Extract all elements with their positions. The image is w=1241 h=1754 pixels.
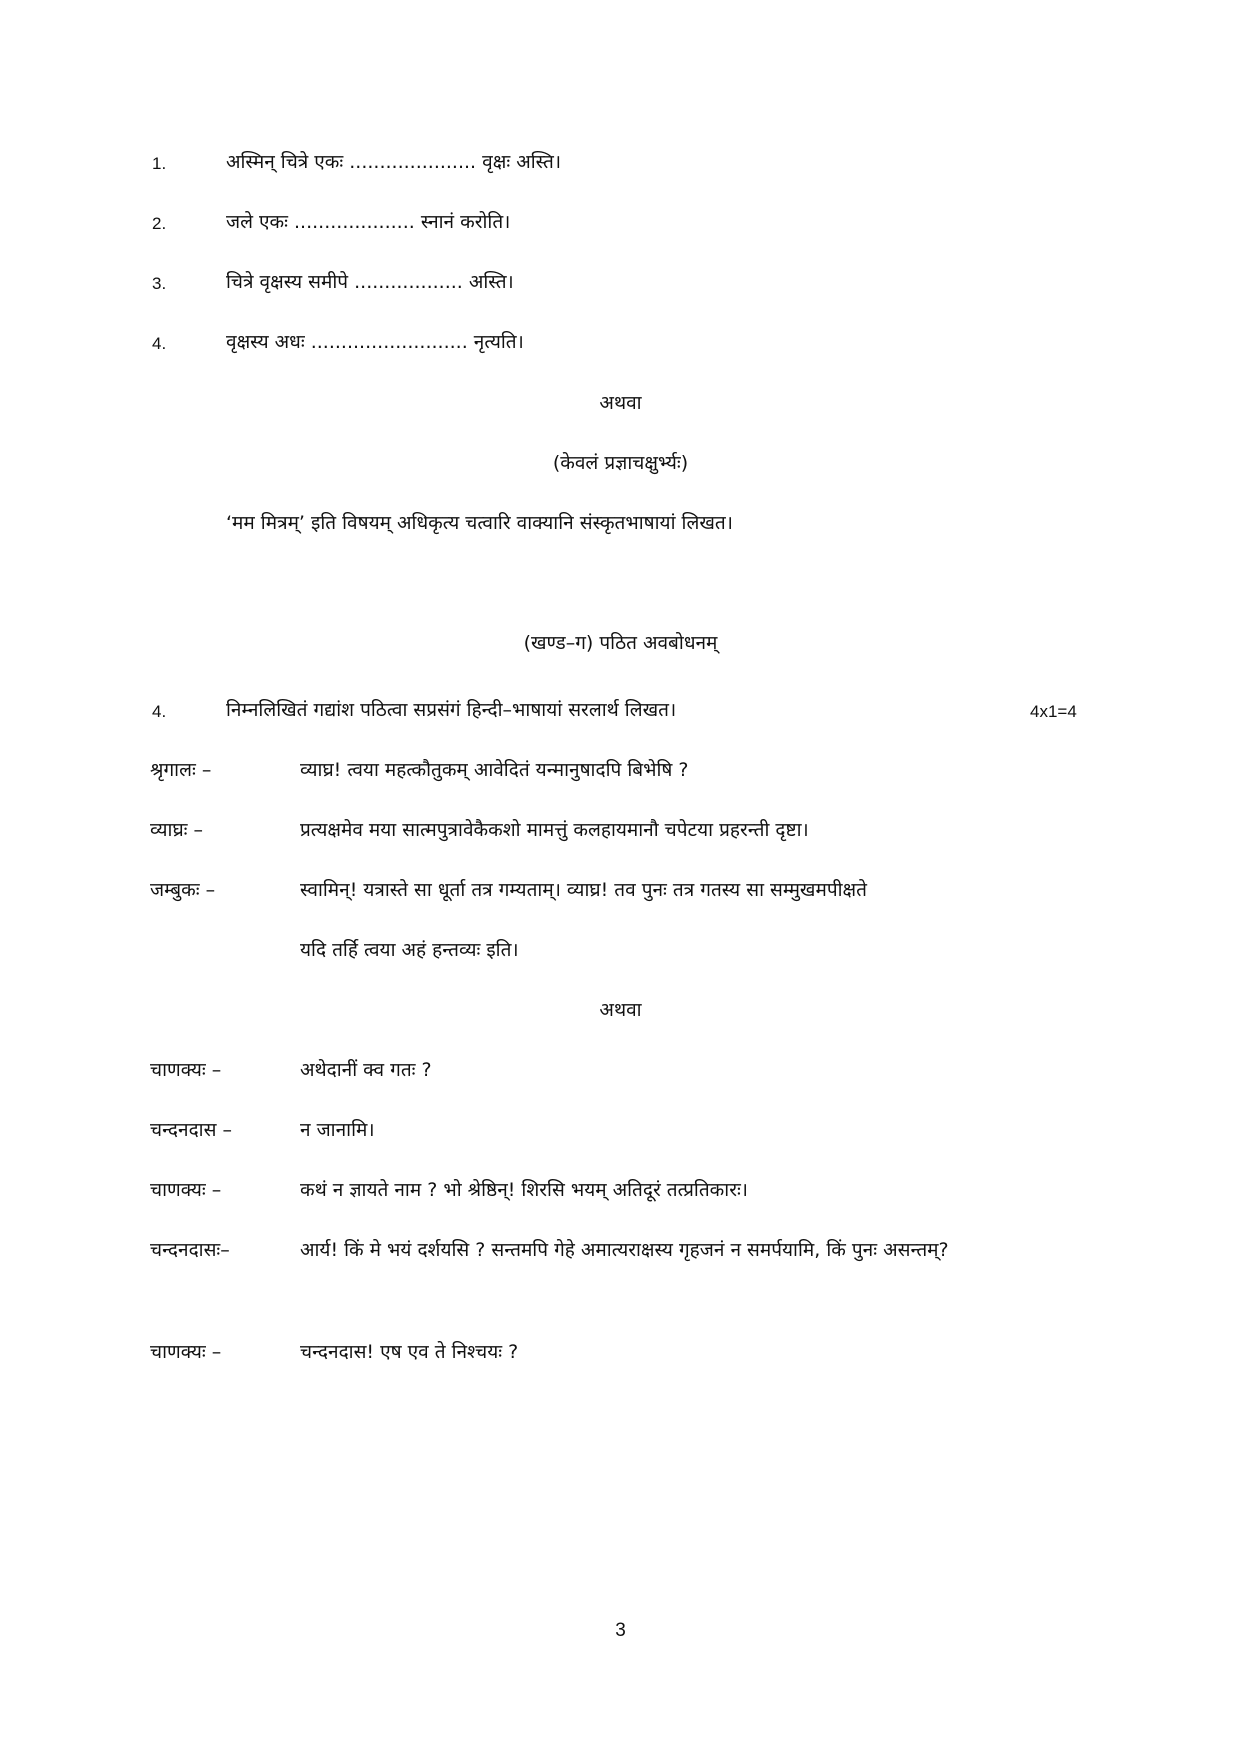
dialogue-text: कथं न ज्ञायते नाम ? भो श्रेष्ठिन्! शिरसि भयम् अतिदूरं तत्प्रतिकारः। <box>300 1179 749 1201</box>
dialogue-text: व्याघ्र! त्वया महत्कौतुकम् आवेदितं यन्मानुषादपि बिभेषि ? <box>300 759 689 781</box>
speaker-name: चाणक्यः – <box>150 1059 222 1081</box>
speaker-name: जम्बुकः – <box>150 879 216 901</box>
section-title: (खण्ड–ग) पठित अवबोधनम् <box>523 632 718 654</box>
speaker-name: श्रृगालः – <box>150 759 212 781</box>
dialogue-text: अथेदानीं क्व गतः ? <box>300 1059 432 1081</box>
item-number: 2. <box>152 214 167 233</box>
item-number: 1. <box>152 154 167 173</box>
dialogue-text: न जानामि। <box>300 1119 375 1141</box>
dialogue-text: चन्दनदास! एष एव ते निश्चयः ? <box>300 1341 519 1363</box>
page-number: 3 <box>615 1620 626 1641</box>
dialogue-text: प्रत्यक्षमेव मया सात्मपुत्रावेकैकशो मामत्तुं कलहायमानौ चपेटया प्रहरन्ती दृष्टा। <box>300 819 809 841</box>
speaker-name: व्याघ्रः – <box>150 819 204 841</box>
or-label: अथवा <box>599 999 642 1021</box>
marks-label: 4x1=4 <box>1030 702 1077 721</box>
item-text: अस्मिन् चित्रे एकः ..................... वृक्षः अस्ति। <box>226 151 562 173</box>
or-label: अथवा <box>599 392 642 414</box>
speaker-name: चन्दनदास – <box>150 1119 232 1141</box>
blind-candidates-note: (केवलं प्रज्ञाचक्षुर्भ्यः) <box>552 452 689 474</box>
dialogue-text: स्वामिन्! यत्रास्ते सा धूर्ता तत्र गम्यताम्। व्याघ्र! तव पुनः तत्र गतस्य सा सम्मुखमपीक्षते <box>300 879 868 901</box>
item-text: जले एकः .................... स्नानं करोति। <box>226 211 511 233</box>
dialogue-text-continued: यदि तर्हि त्वया अहं हन्तव्यः इति। <box>300 939 519 961</box>
question-text: निम्नलिखितं गद्यांश पठित्वा सप्रसंगं हिन्दी–भाषायां सरलार्थ लिखत। <box>226 699 677 721</box>
item-number: 3. <box>152 274 167 293</box>
dialogue-text: आर्य! किं मे भयं दर्शयसि ? सन्तमपि गेहे अमात्यराक्षस्य गृहजनं न समर्पयामि, किं पुनः असन्तम्? <box>300 1239 949 1261</box>
blind-question: ‘मम मित्रम्’ इति विषयम् अधिकृत्य चत्वारि वाक्यानि संस्कृतभाषायां लिखत। <box>226 512 733 534</box>
item-text: वृक्षस्य अधः .......................... नृत्यति। <box>226 331 524 353</box>
speaker-name: चाणक्यः – <box>150 1341 222 1363</box>
item-number: 4. <box>152 334 167 353</box>
speaker-name: चन्दनदासः– <box>150 1239 230 1261</box>
speaker-name: चाणक्यः – <box>150 1179 222 1201</box>
question-number: 4. <box>152 702 167 721</box>
item-text: चित्रे वृक्षस्य समीपे .................. अस्ति। <box>226 271 514 293</box>
